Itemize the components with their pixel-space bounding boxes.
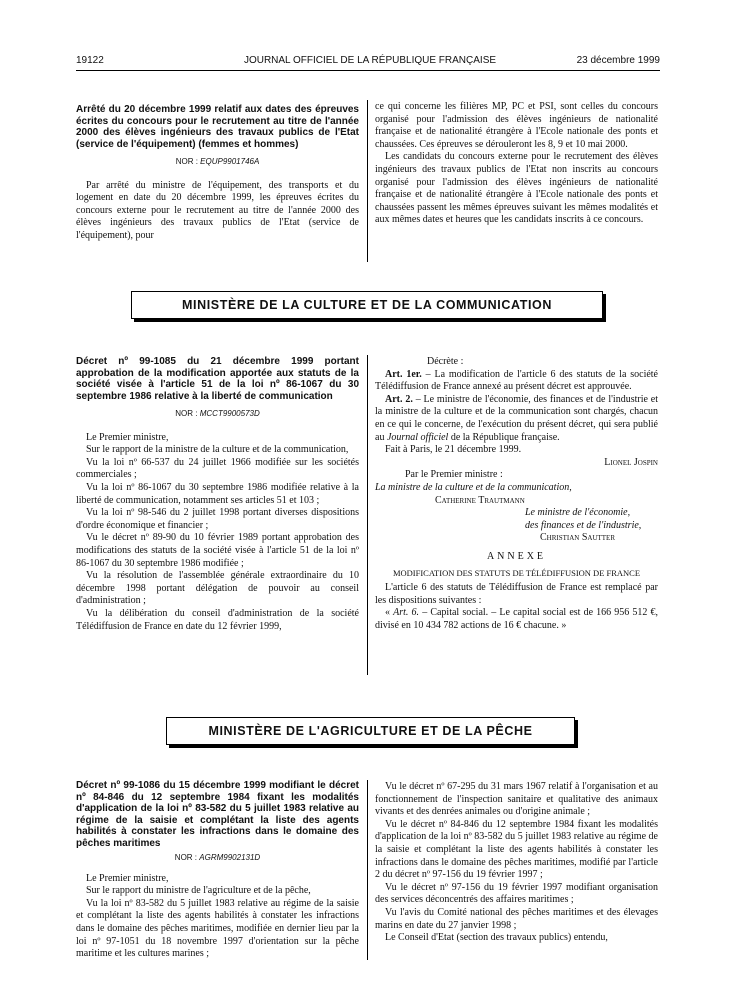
section1-right-p2: Les candidats du concours externe pour le recrutement des élèves ingénieurs des travaux publics de l'Etat non inscrits au concours organisé pour l'admission des élèves ingénieurs de nationalité française et de nationalité étrangère à l'Ecole nationale des ponts et chaussées passent les mêmes épreuves suivant les mêmes modalités et aux mêmes dates et heures que les candidats inscrits à ce concours. xyxy=(375,151,658,226)
ministre-economie-1: Le ministre de l'économie, xyxy=(525,507,631,519)
header-rule xyxy=(76,70,660,71)
section3-left-column xyxy=(76,780,359,961)
section1-nor xyxy=(76,156,359,169)
nor-code: AGRM9902131D xyxy=(199,853,261,862)
section2-visa-6: Vu la résolution de l'assemblée générale extraordinaire du 10 décembre 1998 portant délégation de pouvoir au conseil d'administration ; xyxy=(76,570,359,607)
nor-code: MCCT9900573D xyxy=(199,409,260,418)
signer-trautmann: Catherine Trautmann xyxy=(435,494,525,506)
page-number: 19122 xyxy=(76,55,104,66)
ministry-culture-banner: MINISTÈRE DE LA CULTURE ET DE LA COMMUNICATION xyxy=(131,291,603,319)
section2-visa-4: Vu la loi nº 98-546 du 2 juillet 1998 portant diverses dispositions d'ordre économique et financier ; xyxy=(76,507,359,531)
annexe-subtitle: MODIFICATION DES STATUTS DE TÉLÉDIFFUSION DE FRANCE xyxy=(392,567,641,578)
nor-code: EQUP9901746A xyxy=(200,157,260,166)
section3-right-2: Vu le décret nº 97-156 du 19 février 1997 modifiant organisation des services déconcentrés des affaires maritimes ; xyxy=(375,881,658,906)
article-2-text: – Le ministre de l'économie, des finances et de l'industrie et la ministre de la culture et de la communication sont chargés, chacun en ce qui le concerne, de l'exécution du présent décret, qui sera publié au xyxy=(375,393,658,443)
signer-sautter: Christian Sautter xyxy=(540,532,616,544)
fait-a-paris: Fait à Paris, le 21 décembre 1999. xyxy=(385,444,522,456)
section3-left-0: Le Premier ministre, xyxy=(86,872,169,884)
section3-right-column xyxy=(375,781,658,945)
article-1-label: Art. 1er. xyxy=(385,368,422,380)
section3-right-4: Le Conseil d'Etat (section des travaux publics) entendu, xyxy=(385,932,608,944)
page-date: 23 décembre 1999 xyxy=(576,55,660,66)
par-premier-ministre: Par le Premier ministre : xyxy=(405,469,503,481)
annexe-heading: ANNEXE xyxy=(486,550,547,562)
column-divider xyxy=(367,780,368,960)
section3-nor xyxy=(76,852,359,865)
ministre-economie-2: des finances et de l'industrie, xyxy=(525,519,642,531)
section3-left-1: Sur le rapport du ministre de l'agriculture et de la pêche, xyxy=(86,885,311,897)
section2-visa-1: Sur le rapport de la ministre de la culture et de la communication, xyxy=(86,444,349,456)
section2-nor xyxy=(76,408,359,421)
journal-officiel: Journal officiel xyxy=(386,431,449,443)
section1-title: Arrêté du 20 décembre 1999 relatif aux dates des épreuves écrites du concours pour le recrutement au titre de l'année 2000 des élèves ingénieurs des travaux publics de l'Etat (service de l'équipement) (femmes et hommes) xyxy=(76,104,359,150)
ministre-culture: La ministre de la culture et de la communication, xyxy=(375,481,572,493)
section1-left-text: Par arrêté du ministre de l'équipement, des transports et du logement en date du 20 décembre 1999, les épreuves écrites du concours externe pour le recrutement au titre de l'année 2000 des élèves ingénieurs des travaux publics de l'Etat (service de l'équipement), pour xyxy=(76,179,359,241)
section3-left-2: Vu la loi nº 83-582 du 5 juillet 1983 relative au régime de la saisie et complétant la liste des agents habilités à constater les infractions dans le domaine des pêches maritimes, modifiée en dernier lieu par la loi nº 97-1051 du 18 novembre 1997 d'orientation sur la pêche maritime et les cultures marines ; xyxy=(76,897,359,960)
article-2-text-end: de la République française. xyxy=(448,431,560,443)
annexe-capital: – Capital social. – Le capital social est de 166 956 512 €, divisé en 10 434 782 actions de 16 € chacune. » xyxy=(375,607,659,631)
section2-visa-3: Vu la loi nº 86-1067 du 30 septembre 1986 modifiée relative à la liberté de communication, notamment ses articles 51 et 103 ; xyxy=(76,481,359,506)
column-divider xyxy=(367,355,368,675)
annexe-art-6: Art. 6. xyxy=(393,607,420,619)
section2-title: Décret nº 99-1085 du 21 décembre 1999 portant approbation de la modification apportée aux statuts de la société visée à l'article 51 de la loi nº 86-1067 du 30 septembre 1986 relative à la liberté de communication xyxy=(76,356,359,402)
section2-visa-2: Vu la loi nº 66-537 du 24 juillet 1966 modifiée sur les sociétés commerciales ; xyxy=(76,456,359,481)
section3-right-3: Vu l'avis du Comité national des pêches maritimes et des élevages marins en date du 27 janvier 1998 ; xyxy=(375,906,658,931)
article-2 xyxy=(375,394,658,444)
journal-title: JOURNAL OFFICIEL DE LA RÉPUBLIQUE FRANÇAISE xyxy=(243,55,497,66)
annexe-quote: « xyxy=(385,607,394,619)
nor-label: NOR : xyxy=(174,853,198,862)
section2-left-column xyxy=(76,356,359,633)
article-1-text: – La modification de l'article 6 des statuts de la société Télédiffusion de France annexé au présent décret est approuvée. xyxy=(375,368,658,393)
section3-title: Décret nº 99-1086 du 15 décembre 1999 modifiant le décret nº 84-846 du 12 septembre 1984 fixant les modalités d'application de la loi nº 83-582 du 5 juillet 1983 relative au régime de la saisie et complétant la liste des agents habilités à constater les infractions dans le domaine des pêches maritimes xyxy=(76,780,359,849)
section1-right-column xyxy=(375,101,658,227)
article-1 xyxy=(375,369,658,394)
section3-right-1: Vu le décret nº 84-846 du 12 septembre 1984 fixant les modalités d'application de la loi nº 83-582 du 5 juillet 1983 relative au régime de la saisie et complétant la liste des agents habilités à constater les infractions dans le domaine des pêches maritimes, modifié par l'article 2 du décret nº 97-156 du 19 février 1997 ; xyxy=(375,818,658,881)
ministry-agriculture-banner: MINISTÈRE DE L'AGRICULTURE ET DE LA PÊCHE xyxy=(166,717,575,745)
section2-visa-0: Le Premier ministre, xyxy=(86,431,169,443)
section1-right-p1: ce qui concerne les filières MP, PC et PSI, sont celles du concours organisé pour l'admission des élèves ingénieurs de nationalité française et de nationalité étrangère à l'Ecole nationale des ponts et chaussées. Ces épreuves se dérouleront les 8, 9 et 10 mai 2000. xyxy=(375,101,658,150)
annexe-p1: L'article 6 des statuts de Télédiffusion de France est remplacé par les dispositions suivantes : xyxy=(375,582,658,606)
annexe-p2 xyxy=(375,607,658,632)
section2-visa-5: Vu le décret nº 89-90 du 10 février 1989 portant approbation des modifications des statuts de la société visée à l'article 51 de la loi nº 86-1067 du 30 septembre 1986 modifiée ; xyxy=(76,532,359,569)
column-divider xyxy=(367,100,368,262)
section1-left-column xyxy=(76,104,359,243)
nor-label: NOR : xyxy=(175,409,198,418)
nor-label: NOR : xyxy=(175,157,198,166)
section2-right-column xyxy=(375,356,658,632)
article-2-label: Art. 2. xyxy=(385,393,413,405)
section2-visa-7: Vu la délibération du conseil d'administration de la société Télédiffusion de France en date du 12 février 1999, xyxy=(76,607,359,632)
signer-jospin: Lionel Jospin xyxy=(604,456,658,468)
section3-right-0: Vu le décret nº 67-295 du 31 mars 1967 relatif à l'organisation et au fonctionnement de l'inspection sanitaire et qualitative des animaux vivants et des denrées animales ou d'origine animale ; xyxy=(375,781,658,818)
decrete: Décrète : xyxy=(427,356,464,367)
